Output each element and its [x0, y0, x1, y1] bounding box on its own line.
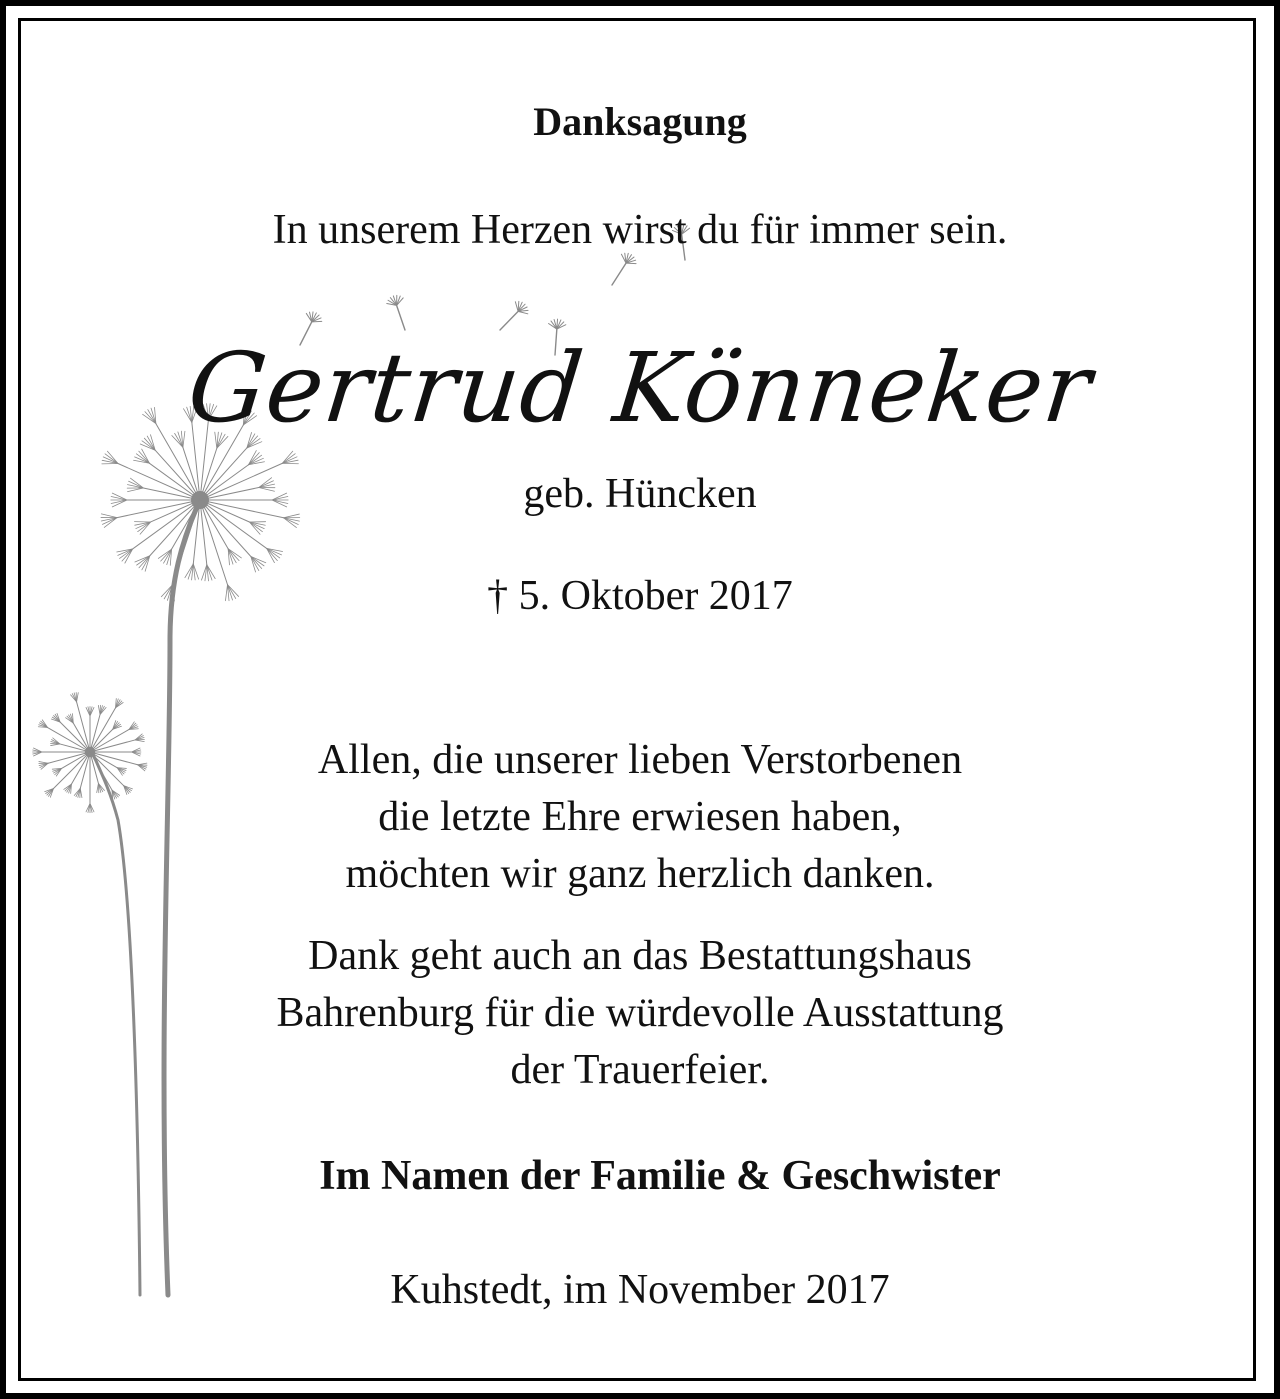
- maiden-name: geb. Hüncken: [523, 471, 757, 517]
- death-date: † 5. Oktober 2017: [487, 573, 793, 619]
- thanks-line: die letzte Ehre erwiesen haben,: [378, 794, 902, 840]
- page-title: Danksagung: [533, 99, 747, 144]
- thanks-line: der Trauerfeier.: [510, 1047, 770, 1093]
- thanks-line: Allen, die unserer lieben Verstorbenen: [317, 737, 963, 783]
- place-date: Kuhstedt, im November 2017: [390, 1267, 890, 1313]
- deceased-name: Gertrud Könneker: [183, 332, 1097, 444]
- thanks-line: möchten wir ganz herzlich danken.: [345, 851, 935, 897]
- funeral-home-thanks: [0, 928, 1280, 1099]
- tagline: In unserem Herzen wirst du für immer sein.: [272, 207, 1008, 253]
- signature: Im Namen der Familie & Geschwister: [319, 1153, 1001, 1199]
- thanks-line: Bahrenburg für die würdevolle Ausstattung: [276, 990, 1004, 1036]
- thanks-paragraph: [0, 732, 1280, 903]
- thanks-line: Dank geht auch an das Bestattungshaus: [308, 933, 972, 979]
